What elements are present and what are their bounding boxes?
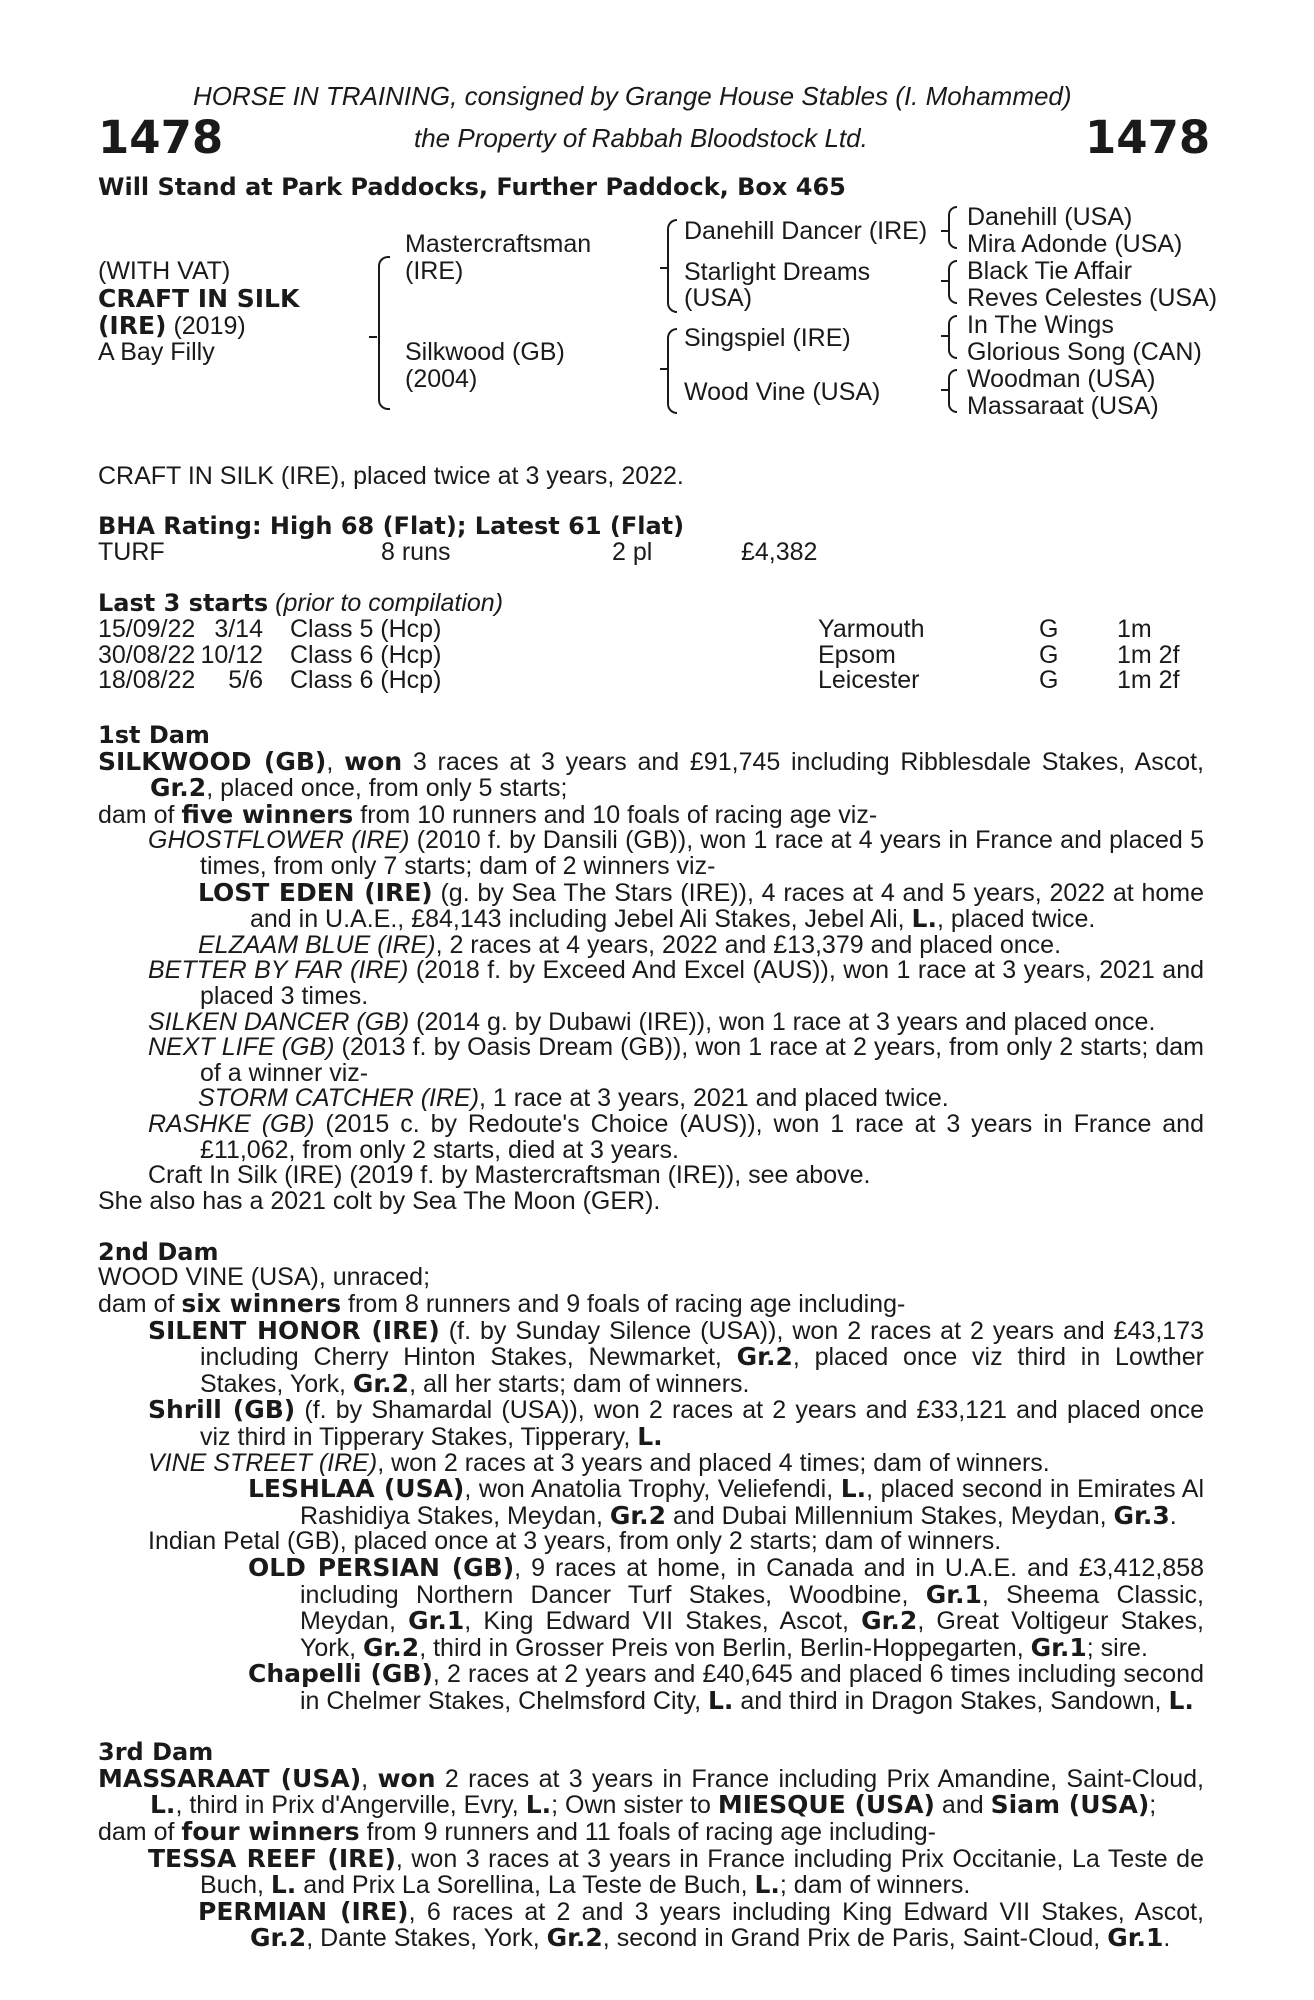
start-course: Epsom [818, 640, 896, 669]
sds: Black Tie Affair [967, 257, 1132, 285]
start-course: Leicester [818, 666, 920, 695]
gen3-brace-3a [948, 315, 957, 337]
gen3-brace-2a [948, 260, 957, 282]
sire-brace [378, 256, 390, 338]
dsd: Glorious Song (CAN) [967, 338, 1202, 366]
first-dam-produce: dam of five winners from 10 runners and 10 foals of racing age viz- [98, 799, 878, 829]
start-date: 15/09/22 [98, 615, 196, 643]
start-pos: 10/12 [200, 640, 263, 669]
list-item: SILENT HONOR (IRE) (f. by Sunday Silence (USA)), won 2 races at 2 years and £43,173 including Cherry Hinton Stakes, Newmarket, Gr.2, placed once viz third in Lowther Stakes, York, Gr.2, all her starts; dam of winners. [148, 1315, 1205, 1398]
list-item: She also has a 2021 colt by Sea The Moon (GER). [98, 1186, 661, 1215]
dam-dam: Wood Vine (USA) [684, 378, 881, 406]
start-going: G [1039, 615, 1059, 643]
list-item: ELZAAM BLUE (IRE), 2 races at 4 years, 2022 and £13,379 and placed once. [198, 930, 1062, 959]
start-course: Yarmouth [818, 615, 925, 643]
last-starts-title: Last 3 starts [98, 589, 269, 617]
horse-name-line2 [98, 312, 246, 340]
start-class: Class 5 (Hcp) [290, 615, 442, 643]
gen3-brace-2b [948, 280, 957, 304]
gen3-brace-4b [948, 389, 957, 413]
start-pos: 5/6 [228, 666, 263, 695]
dss: In The Wings [967, 311, 1114, 339]
list-item: BETTER BY FAR (IRE) (2018 f. by Exceed And Excel (AUS)), won 1 race at 3 years, 2021 and placed 3 times. [148, 956, 1204, 1010]
list-item: SILKEN DANCER (GB) (2014 g. by Dubawi (IRE)), won 1 race at 3 years and placed once. [148, 1007, 1156, 1036]
sire-dam: Starlight Dreams [684, 258, 871, 286]
gen2-dam-brace-bottom [667, 368, 677, 414]
list-item: OLD PERSIAN (GB), 9 races at home, in Canada and in U.A.E. and £3,412,858 including Northern Dancer Turf Stakes, Woodbine, Gr.1, Sheema Classic, Meydan, Gr.1, King Edward VII Stakes, Ascot, Gr.2, Great Voltigeur Stakes, York, Gr.2, third in Grosser Preis von Berlin, Berlin-Hoppegarten, Gr.1; sire. [248, 1553, 1204, 1662]
consignor-line: HORSE IN TRAINING, consigned by Grange House Stables (I. Mohammed) [193, 81, 1072, 111]
dam-year: (2004) [405, 365, 478, 393]
third-dam-produce: dam of four winners from 9 runners and 11 foals of racing age including- [98, 1816, 936, 1846]
dam-brace [378, 336, 390, 410]
rating-placed: 2 pl [612, 538, 653, 566]
gen3-brace-4a [948, 369, 957, 391]
race-summary: CRAFT IN SILK (IRE), placed twice at 3 years, 2022. [98, 462, 684, 490]
list-item: TESSA REEF (IRE), won 3 races at 3 years in France including Prix Occitanie, La Teste de Buch, L. and Prix La Sorellina, La Teste de Buch, L.; dam of winners. [148, 1843, 1204, 1900]
start-pos: 3/14 [214, 615, 263, 643]
start-date: 30/08/22 [98, 640, 196, 669]
list-item: NEXT LIFE (GB) (2013 f. by Oasis Dream (GB)), won 1 race at 2 years, from only 2 starts; dam of a winner viz- [148, 1033, 1204, 1087]
gen2-sire-brace-top [667, 219, 677, 269]
start-class: Class 6 (Hcp) [290, 666, 442, 695]
rating-runs: 8 runs [381, 538, 451, 566]
list-item: LOST EDEN (IRE) (g. by Sea The Stars (IRE)), 4 races at 4 and 5 years, 2022 at home and in U.A.E., £84,143 including Jebel Ali Stakes, Jebel Ali, L., placed twice. [198, 877, 1204, 934]
last-starts-note: (prior to compilation) [275, 589, 504, 617]
stand-location: Will Stand at Park Paddocks, Further Paddock, Box 465 [98, 173, 846, 201]
gen2-sire-brace-bottom [667, 267, 677, 313]
gen2-dam-brace-top [667, 328, 677, 370]
horse-description: A Bay Filly [98, 338, 215, 366]
rating-earnings: £4,382 [741, 538, 818, 566]
dds: Woodman (USA) [967, 365, 1156, 393]
vat-note: (WITH VAT) [98, 257, 231, 285]
list-item: Chapelli (GB), 2 races at 2 years and £40,645 and placed 6 times including second in Chelmer Stakes, Chelmsford City, L. and third in Dragon Stakes, Sandown, L. [248, 1659, 1204, 1715]
bha-rating: BHA Rating: High 68 (Flat); Latest 61 (Flat) [98, 512, 685, 540]
last-starts-heading [98, 591, 503, 617]
start-dist: 1m 2f [1117, 640, 1180, 669]
list-item: STORM CATCHER (IRE), 1 race at 3 years, 2021 and placed twice. [198, 1084, 949, 1113]
list-item: GHOSTFLOWER (IRE) (2010 f. by Dansili (GB)), won 1 race at 4 years in France and placed 5 times, from only 7 starts; dam of 2 winners viz- [148, 826, 1205, 880]
start-dist: 1m [1117, 615, 1152, 643]
first-dam-record: SILKWOOD (GB), won 3 races at 3 years and £91,745 including Ribblesdale Stakes, Ascot, Gr.2, placed once, from only 5 starts; [98, 746, 1204, 803]
gen3-brace-1b [948, 230, 957, 249]
start-going: G [1039, 666, 1059, 695]
ssd: Mira Adonde (USA) [967, 230, 1183, 258]
ddd: Massaraat (USA) [967, 392, 1159, 420]
sire-dam-country: (USA) [684, 284, 753, 312]
rating-surface: TURF [98, 538, 165, 566]
sire-country: (IRE) [405, 257, 464, 285]
second-dam-record: WOOD VINE (USA), unraced; [98, 1263, 431, 1292]
horse-country: (IRE) [98, 311, 167, 340]
dam-name: Silkwood (GB) [405, 338, 565, 366]
start-class: Class 6 (Hcp) [290, 640, 442, 669]
dam-sire: Singspiel (IRE) [684, 324, 851, 352]
horse-name: CRAFT IN SILK [98, 284, 300, 313]
list-item: Craft In Silk (IRE) (2019 f. by Mastercraftsman (IRE)), see above. [148, 1161, 871, 1190]
horse-year: (2019) [173, 312, 246, 340]
third-dam-heading: 3rd Dam [98, 1738, 214, 1767]
lot-number-left: 1478 [98, 111, 224, 164]
gen3-brace-3b [948, 335, 957, 359]
list-item: Indian Petal (GB), placed once at 3 years, from only 2 starts; dam of winners. [148, 1527, 1002, 1556]
list-item: Shrill (GB) (f. by Shamardal (USA)), won 2 races at 2 years and £33,121 and placed once viz third in Tipperary Stakes, Tipperary, L. [148, 1395, 1204, 1452]
third-dam-record: MASSARAAT (USA), won 2 races at 3 years in France including Prix Amandine, Saint-Cloud, L., third in Prix d'Angerville, Evry, L.; Own sister to MIESQUE (USA) and Siam (USA); [98, 1763, 1204, 1820]
sire-name: Mastercraftsman [405, 230, 592, 258]
second-dam-produce: dam of six winners from 8 runners and 9 foals of racing age including- [98, 1289, 906, 1319]
start-going: G [1039, 640, 1059, 669]
gen3-brace-1a [948, 206, 957, 232]
first-dam-heading: 1st Dam [98, 721, 210, 749]
start-date: 18/08/22 [98, 666, 196, 695]
list-item: LESHLAA (USA), won Anatolia Trophy, Veliefendi, L., placed second in Emirates Al Rashidiya Stakes, Meydan, Gr.2 and Dubai Millennium Stakes, Meydan, Gr.3. [248, 1474, 1205, 1530]
sss: Danehill (USA) [967, 203, 1133, 231]
lot-number-right: 1478 [1085, 111, 1211, 164]
sire-sire: Danehill Dancer (IRE) [684, 217, 928, 245]
sdd: Reves Celestes (USA) [967, 284, 1218, 312]
list-item: VINE STREET (IRE), won 2 races at 3 years and placed 4 times; dam of winners. [148, 1448, 1050, 1477]
list-item: PERMIAN (IRE), 6 races at 2 and 3 years including King Edward VII Stakes, Ascot, Gr.2, Dante Stakes, York, Gr.2, second in Grand Prix de Paris, Saint-Cloud, Gr.1. [198, 1896, 1204, 1953]
second-dam-heading: 2nd Dam [98, 1237, 219, 1266]
property-line: the Property of Rabbah Bloodstock Ltd. [414, 123, 868, 153]
list-item: RASHKE (GB) (2015 c. by Redoute's Choice (AUS)), won 1 race at 3 years in France and £11,062, from only 2 starts, died at 3 years. [148, 1109, 1204, 1164]
start-dist: 1m 2f [1117, 666, 1180, 695]
family-notes [98, 723, 1204, 1952]
